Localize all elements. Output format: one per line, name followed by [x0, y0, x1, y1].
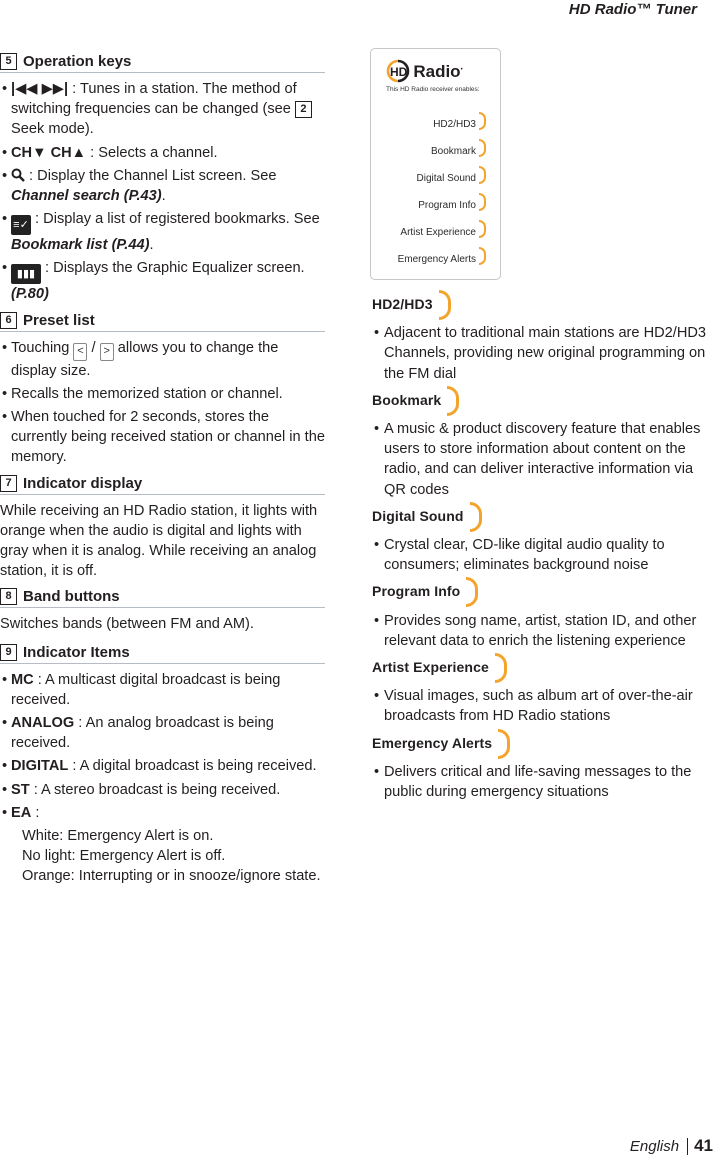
- item-text: : A digital broadcast is being received.: [68, 758, 317, 775]
- arc-icon: [479, 247, 486, 265]
- section-number: 9: [0, 644, 17, 661]
- bookmark-list-icon: ≡✓: [11, 215, 31, 235]
- feature-title: [372, 390, 449, 410]
- feature-title-text: Artist Experience: [372, 659, 489, 676]
- section-preset-list: [0, 311, 325, 332]
- section-number: 7: [0, 475, 17, 492]
- feature-title-text: HD2/HD3: [372, 296, 433, 312]
- section-number: 8: [0, 588, 17, 605]
- section-title: Preset list: [23, 311, 95, 329]
- panel-item: [418, 193, 486, 212]
- list-item: [0, 79, 325, 140]
- item-text: : Displays the Graphic Equalizer screen.: [41, 260, 305, 277]
- right-column: [362, 48, 707, 808]
- panel-item: [400, 220, 486, 239]
- feature-bookmark: [362, 390, 707, 500]
- list-item: • Delivers critical and life-saving messages to the public during emergency situations: [362, 762, 707, 802]
- panel-subtitle: This HD Radio receiver enables:: [386, 86, 480, 93]
- list-item: • A music & product discovery feature that enables users to store information about content on the radio, and can deliver interactive information via QR codes: [362, 419, 707, 500]
- list-item: [0, 166, 325, 206]
- section-indicator-items: [0, 643, 325, 664]
- ea-state-nolight: No light: Emergency Alert is off.: [22, 848, 226, 865]
- equalizer-icon: ▮▮▮: [11, 264, 41, 284]
- cross-reference: Channel search (P.43): [11, 188, 162, 205]
- section-title: Operation keys: [23, 53, 132, 70]
- panel-item: [433, 112, 486, 131]
- section-number: 5: [0, 53, 17, 70]
- section-title: Band buttons: [23, 588, 120, 606]
- panel-item: [417, 166, 486, 185]
- list-item: • Visual images, such as album art of over-the-air broadcasts from HD Radio stations: [362, 686, 707, 726]
- section-title: Indicator display: [23, 474, 143, 492]
- chevron-right-icon: >: [100, 343, 114, 361]
- search-icon: [11, 168, 25, 182]
- arc-icon: [479, 112, 486, 130]
- arc-icon: [447, 386, 459, 416]
- item-text: : A multicast digital broadcast is being received.: [11, 671, 281, 708]
- paragraph: While receiving an HD Radio station, it lights with orange when the audio is digital and lights with gray when it is analog. While receiving an analog station, it is off.: [0, 502, 318, 580]
- feature-artist-experience: [362, 657, 707, 727]
- item-text: /: [87, 339, 100, 356]
- indicator-label: EA: [11, 804, 32, 821]
- list-item: • Provides song name, artist, station ID, and other relevant data to enrich the listening experience: [362, 611, 707, 651]
- item-text: : A stereo broadcast is being received.: [29, 781, 281, 798]
- item-text: .: [161, 188, 166, 205]
- feature-title-text: Digital Sound: [372, 507, 464, 524]
- feature-title-text: Program Info: [372, 583, 461, 600]
- panel-item: [398, 247, 486, 266]
- ea-state-orange: Orange: Interrupting or in snooze/ignore state.: [22, 868, 321, 885]
- list-item: [0, 780, 325, 800]
- item-text: Touching: [11, 339, 74, 356]
- panel-item-label: Emergency Alerts: [397, 254, 476, 265]
- list-item: • When touched for 2 seconds, stores the currently being received station or channel in the memory.: [0, 407, 325, 468]
- item-text: : Display a list of registered bookmarks. See: [31, 211, 320, 228]
- indicator-label: MC: [11, 671, 34, 688]
- feature-emergency-alerts: [362, 733, 707, 803]
- item-text: Seek mode).: [11, 121, 94, 138]
- hd-radio-logo: HD Radio•: [386, 59, 463, 83]
- section-band-buttons: [0, 587, 325, 608]
- feature-title-text: Bookmark: [372, 391, 442, 408]
- cross-reference: Bookmark list (P.44): [11, 237, 150, 254]
- left-column: [0, 52, 325, 887]
- indicator-label: DIGITAL: [11, 758, 69, 775]
- feature-title: [372, 733, 500, 753]
- page-header-title: HD Radio™ Tuner: [568, 1, 697, 18]
- feature-program-info: [362, 581, 707, 651]
- hd-radio-feature-panel: [370, 48, 501, 280]
- list-item: • Crystal clear, CD-like digital audio quality to consumers; eliminates background noise: [362, 535, 707, 575]
- paragraph: Switches bands (between FM and AM).: [0, 616, 254, 633]
- feature-title: [372, 506, 472, 526]
- ea-state-white: White: Emergency Alert is on.: [22, 828, 214, 845]
- cross-reference: (P.80): [11, 286, 49, 303]
- footer-language: English: [630, 1138, 688, 1155]
- item-text: : Display the Channel List screen. See: [25, 167, 277, 184]
- chevron-left-icon: <: [73, 343, 87, 361]
- section-operation-keys: [0, 52, 325, 73]
- arc-icon: [479, 139, 486, 157]
- item-text: .: [149, 237, 154, 254]
- arc-icon: [495, 653, 507, 683]
- feature-title-text: Emergency Alerts: [372, 734, 493, 751]
- arc-icon: [479, 193, 486, 211]
- list-item: [0, 209, 325, 255]
- item-text: allows you to change the display size.: [11, 339, 279, 379]
- section-number: 6: [0, 312, 17, 329]
- radio-logo-text: Radio: [413, 62, 461, 81]
- list-item: [0, 338, 325, 381]
- page-footer: [630, 1136, 713, 1157]
- feature-hd2-hd3: [362, 294, 707, 384]
- list-item: [0, 803, 325, 823]
- arc-icon: [479, 166, 486, 184]
- list-item: • Adjacent to traditional main stations are HD2/HD3 Channels, providing new original programming on the FM dial: [362, 323, 707, 384]
- list-item: • Recalls the memorized station or channel.: [0, 384, 325, 404]
- panel-item-label: Bookmark: [430, 146, 476, 157]
- list-item: [0, 258, 325, 304]
- arc-icon: [439, 290, 451, 320]
- seek-keys-icon: |◀◀ ▶▶|: [11, 81, 69, 97]
- panel-item-label: Digital Sound: [416, 173, 476, 184]
- feature-title: [372, 294, 441, 314]
- channel-keys-icon: CH▼ CH▲: [11, 144, 87, 161]
- indicator-label: ANALOG: [11, 715, 75, 732]
- panel-item: [431, 139, 486, 158]
- section-title: Indicator Items: [23, 643, 130, 661]
- item-text: :: [31, 804, 40, 821]
- list-item: [0, 143, 325, 163]
- ref-number: 2: [295, 101, 312, 118]
- page-number: 41: [694, 1135, 713, 1155]
- panel-item-label: Artist Experience: [400, 227, 476, 238]
- hd-logo-text: HD: [390, 65, 408, 79]
- section-indicator-display: [0, 474, 325, 495]
- list-item: [0, 756, 325, 776]
- panel-item-label: HD2/HD3: [433, 119, 476, 130]
- feature-title: [372, 581, 468, 601]
- feature-digital-sound: [362, 506, 707, 576]
- arc-icon: [466, 577, 478, 607]
- feature-title: [372, 657, 497, 677]
- indicator-label: ST: [11, 781, 30, 798]
- list-item: [0, 670, 325, 710]
- arc-icon: [470, 502, 482, 532]
- item-text: : Selects a channel.: [86, 144, 218, 161]
- list-item: [0, 713, 325, 753]
- arc-icon: [498, 729, 510, 759]
- panel-item-label: Program Info: [418, 200, 476, 211]
- item-text: : An analog broadcast is being received.: [11, 715, 274, 752]
- item-text: : Tunes in a station. The method of switching frequencies can be changed (see: [11, 81, 297, 118]
- arc-icon: [479, 220, 486, 238]
